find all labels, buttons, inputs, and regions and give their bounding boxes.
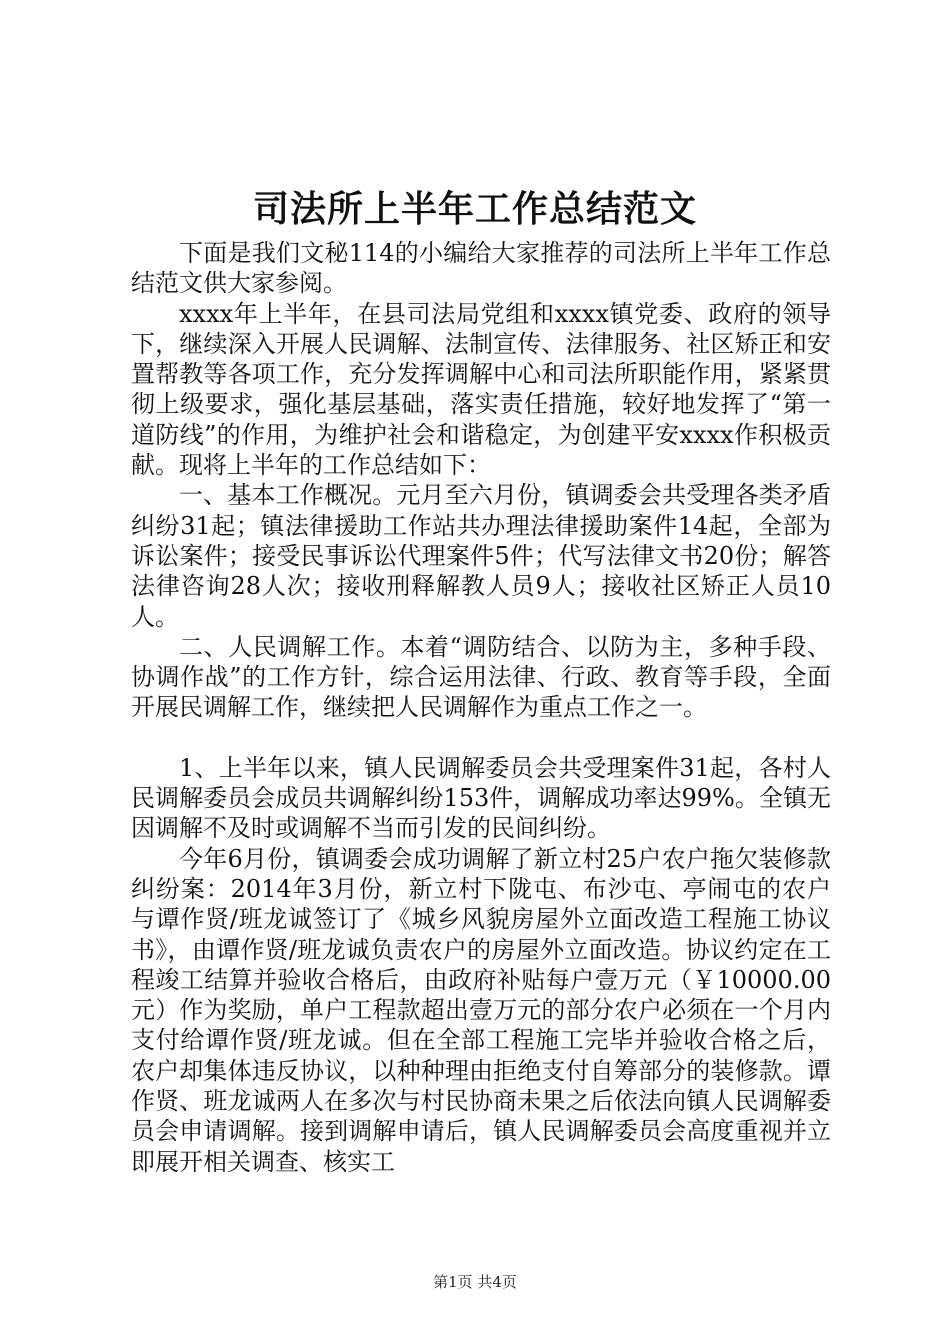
paragraph-basic-work: 一、基本工作概况。元月至六月份，镇调委会共受理各类矛盾纠纷31起；镇法律援助工作站共办理法律援助案件14起，全部为诉讼案件；接受民事诉讼代理案件5件；代写法律文书20份；解答法律咨询28人次；接收刑释解教人员9人；接收社区矫正人员10人。 [131, 481, 831, 631]
page-number-footer: 第1页 共4页 [433, 1273, 517, 1291]
paragraph-spacer [131, 723, 831, 753]
paragraph-case-example: 今年6月份，镇调委会成功调解了新立村25户农户拖欠装修款纠纷案：2014年3月份，新立村下陇屯、布沙屯、亭闹屯的农户与谭作贤/班龙诚签订了《城乡风貌房屋外立面改造工程施工协议书》，由谭作贤/班龙诚负责农户的房屋外立面改造。协议约定在工程竣工结算并验收合格后，由政府补贴每户壹万元（￥10000.00元）作为奖励，单户工程款超出壹万元的部分农户必须在一个月内支付给谭作贤/班龙诚。但在全部工程施工完毕并验收合格之后，农户却集体违反协议，以种种理由拒绝支付自筹部分的装修款。谭作贤、班龙诚两人在多次与村民协商未果之后依法向镇人民调解委员会申请调解。接到调解申请后，镇人民调解委员会高度重视并立即展开相关调查、核实工 [131, 844, 831, 1176]
paragraph-intro: 下面是我们文秘114的小编给大家推荐的司法所上半年工作总结范文供大家参阅。 [131, 239, 831, 298]
document-body [131, 238, 831, 1177]
paragraph-mediation-work: 二、人民调解工作。本着“调防结合、以防为主，多种手段、协调作战”的工作方针，综合运用法律、行政、教育等手段，全面开展民调解工作，继续把人民调解作为重点工作之一。 [131, 632, 831, 722]
paragraph-overview: xxxx年上半年，在县司法局党组和xxxx镇党委、政府的领导下，继续深入开展人民调解、法制宣传、法律服务、社区矫正和安置帮教等各项工作，充分发挥调解中心和司法所职能作用，紧紧贯彻上级要求，强化基层基础，落实责任措施，较好地发挥了“第一道防线”的作用，为维护社会和谐稳定，为创建平安xxxx作积极贡献。现将上半年的工作总结如下： [131, 299, 831, 480]
document-title: 司法所上半年工作总结范文 [252, 188, 697, 230]
paragraph-mediation-stats: 1、上半年以来，镇人民调解委员会共受理案件31起，各村人民调解委员会成员共调解纠纷153件，调解成功率达99%。全镇无因调解不及时或调解不当而引发的民间纠纷。 [131, 753, 831, 843]
